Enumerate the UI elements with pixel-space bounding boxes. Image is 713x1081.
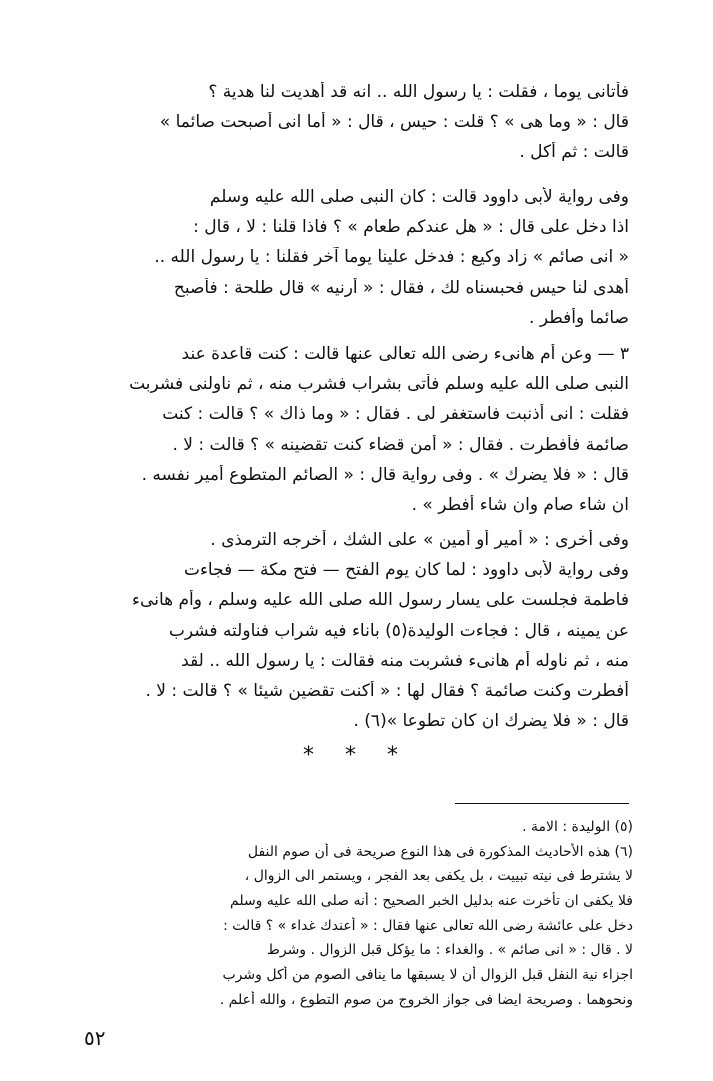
paragraph-other-narrations bbox=[84, 530, 629, 741]
paragraph-hadith-3 bbox=[84, 344, 629, 525]
text-line: ٣ — وعن أم هانىء رضى الله تعالى عنها قالت : كنت قاعدة عند bbox=[181, 344, 629, 364]
text-line: وفى أخرى : « أمير أو أمين » على الشك ، أخرجه الترمذى . bbox=[210, 530, 629, 550]
text-line: فاطمة فجلست على يسار رسول الله صلى الله عليه وسلم ، وأم هانىء bbox=[132, 590, 629, 611]
text-line: أفطرت وكنت صائمة ؟ فقال لها : « أكنت تقضين شيئا » ؟ قالت : لا . bbox=[145, 680, 629, 701]
paragraph-abu-dawood bbox=[84, 187, 629, 338]
text-line: قالت : ثم أكل . bbox=[519, 142, 629, 163]
footnote-line: لا يشترط فى نيته تبييت ، بل يكفى بعد الفجر ، ويستمر الى الزوال ، bbox=[244, 868, 633, 885]
footnote-line: (٦) هذه الأحاديث المذكورة فى هذا النوع صريحة فى أن صوم النفل bbox=[247, 843, 633, 860]
section-separator: * * * bbox=[303, 743, 410, 768]
footnote-line: دخل على عائشة رضى الله تعالى عنها فقال : « أعندك غداء » ؟ قالت : bbox=[223, 917, 633, 934]
footnote-line: اجزاء نية النفل قبل الزوال أن لا يسبقها ما ينافى الصوم من أكل وشرب bbox=[222, 967, 633, 984]
paragraph-continuation bbox=[84, 82, 629, 173]
footnote-divider bbox=[455, 803, 629, 804]
text-line: ان شاء صام وان شاء أفطر » . bbox=[411, 494, 629, 515]
text-line: عن يمينه ، قال : فجاءت الوليدة(٥) باناء فيه شراب فناولته فشرب bbox=[168, 620, 629, 641]
text-line: النبى صلى الله عليه وسلم فأتى بشراب فشرب منه ، ثم ناولنى فشربت bbox=[129, 374, 629, 395]
page-number: ٥٢ bbox=[84, 1026, 106, 1050]
footnote-line: (٥) الوليدة : الامة . bbox=[522, 819, 633, 835]
text-line: قال : « فلا يضرك ان كان تطوعا »(٦) . bbox=[353, 711, 629, 732]
text-line: أهدى لنا حيس فحبسناه لك ، فقال : « أرنيه » قال طلحة : فأصبح bbox=[173, 277, 629, 298]
text-line: فقلت : انى أذنبت فاستغفر لى . فقال : « وما ذاك » ؟ قالت : كنت bbox=[162, 404, 629, 425]
footnotes bbox=[85, 818, 633, 1016]
text-line: وفى رواية لأبى داوود : لما كان يوم الفتح — فتح مكة — فجاءت bbox=[183, 560, 629, 581]
text-line: قال : « وما هى » ؟ قلت : حيس ، قال : « أما انى أصبحت صائما » bbox=[159, 112, 629, 133]
text-line: قال : « فلا يضرك » . وفى رواية قال : « الصائم المتطوع أمير نفسه . bbox=[141, 464, 629, 485]
text-line: صائما وأفطر . bbox=[529, 307, 629, 328]
text-line: منه ، ثم ناوله أم هانىء فشربت منه فقالت : يا رسول الله .. لقد bbox=[181, 650, 629, 671]
text-line: وفى رواية لأبى داوود قالت : كان النبى صلى الله عليه وسلم bbox=[209, 187, 629, 207]
text-line: اذا دخل على قال : « هل عندكم طعام » ؟ فاذا قلنا : لا ، قال : bbox=[193, 217, 629, 238]
text-line: « انى صائم » زاد وكيع : فدخل علينا يوما آخر فقلنا : يا رسول الله .. bbox=[154, 247, 629, 268]
text-line: صائمة فأفطرت . فقال : « أمن قضاء كنت تقضينه » ؟ قالت : لا . bbox=[172, 434, 629, 455]
footnote-line: ونحوهما . وصريحة ايضا فى جواز الخروج من صوم التطوع ، والله أعلم . bbox=[219, 991, 633, 1008]
text-line: فأتانى يوما ، فقلت : يا رسول الله .. انه قد أهديت لنا هدية ؟ bbox=[208, 82, 629, 102]
footnote-line: لا . قال : « انى صائم » . والغداء : ما يؤكل قبل الزوال . وشرط bbox=[266, 942, 633, 959]
footnote-line: فلا يكفى ان تأخرت عنه بدليل الخبر الصحيح : أنه صلى الله عليه وسلم bbox=[230, 893, 633, 910]
